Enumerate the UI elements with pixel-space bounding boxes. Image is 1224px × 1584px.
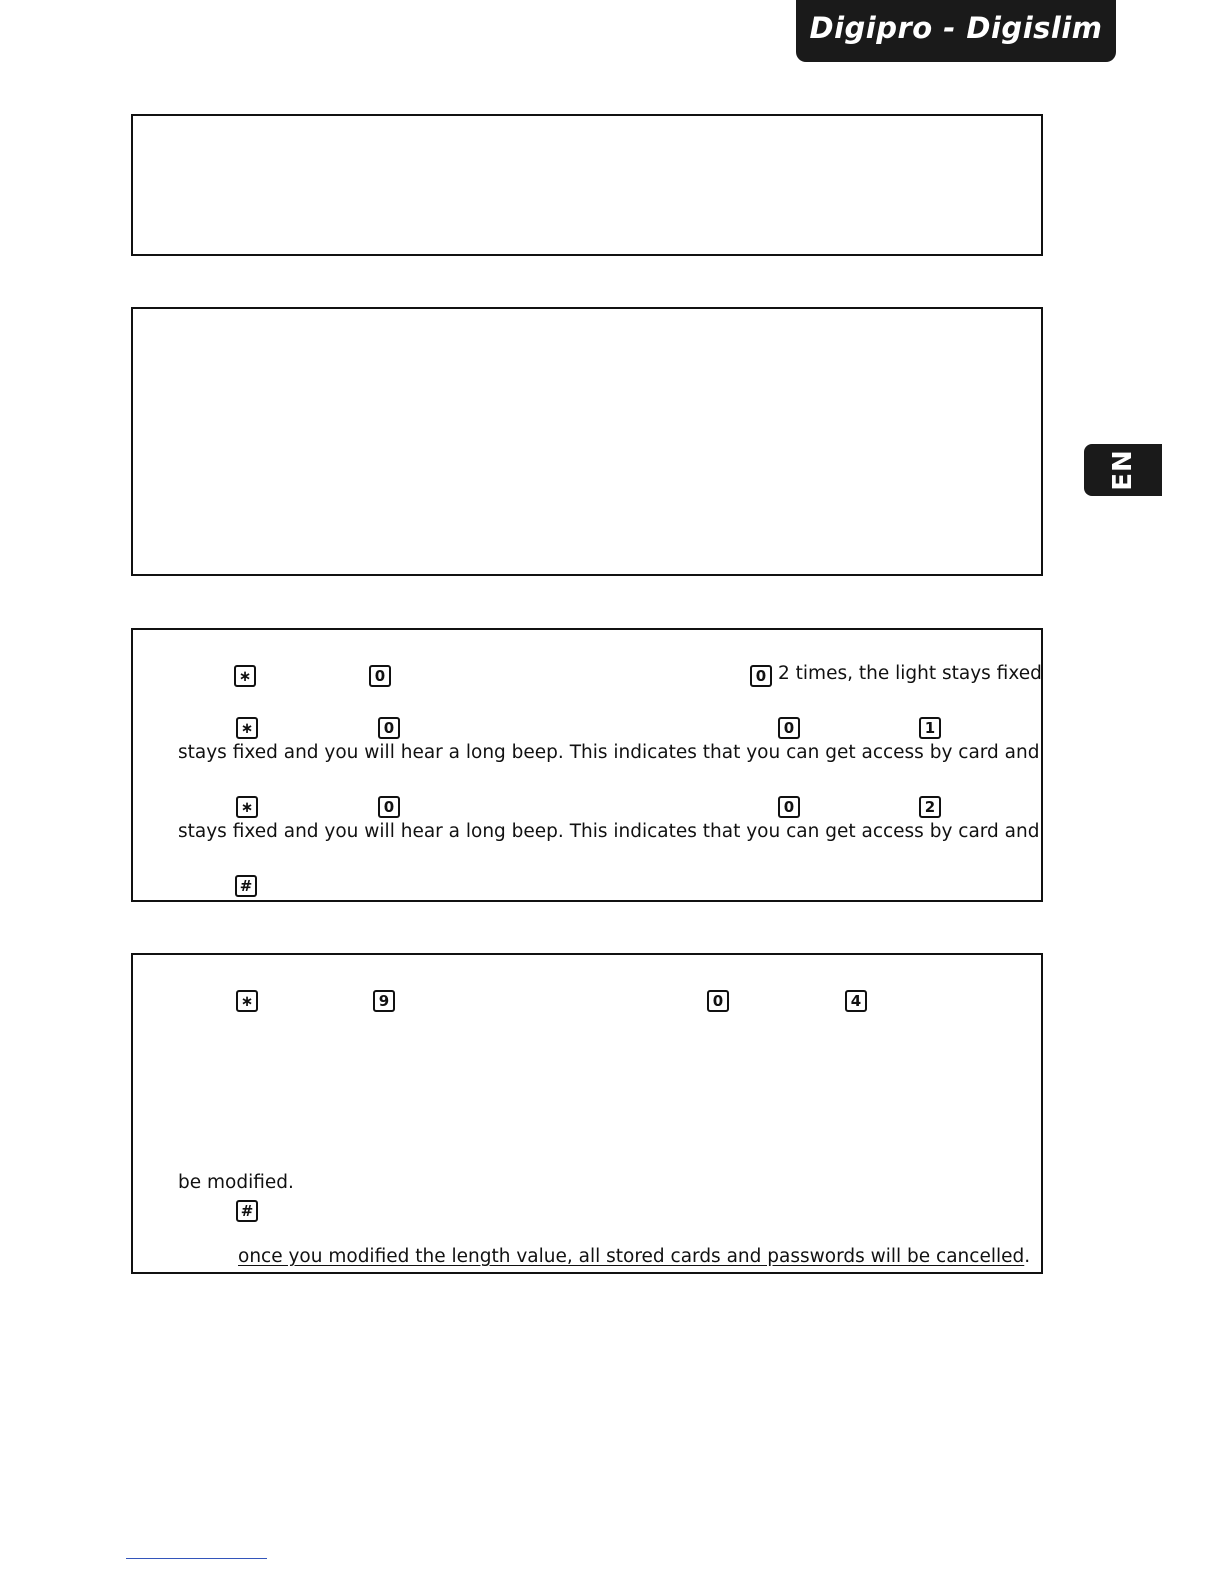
key-four: 4: [845, 990, 867, 1012]
row-text: 2 times, the light stays fixed: [778, 663, 1042, 684]
key-zero: 0: [378, 796, 400, 818]
warning-note: [238, 1246, 1030, 1268]
key-zero: 0: [707, 990, 729, 1012]
key-nine: 9: [373, 990, 395, 1012]
document-title: Digipro - Digislim: [809, 11, 1103, 45]
row-text: be modified.: [178, 1172, 294, 1193]
key-hash: #: [235, 875, 257, 897]
content-box-3: [131, 628, 1043, 902]
key-zero: 0: [378, 717, 400, 739]
key-star: ∗: [236, 990, 258, 1012]
content-box-1: [131, 114, 1043, 256]
key-star: ∗: [234, 665, 256, 687]
warning-note-end: .: [1024, 1246, 1031, 1267]
content-box-4: [131, 953, 1043, 1274]
key-two: 2: [919, 796, 941, 818]
row-text: stays fixed and you will hear a long beep. This indicates that you can get access by card and: [178, 821, 1040, 842]
key-zero: 0: [778, 796, 800, 818]
language-tab: [1084, 444, 1162, 496]
key-zero: 0: [369, 665, 391, 687]
key-star: ∗: [236, 717, 258, 739]
footer-rule: [126, 1558, 267, 1559]
warning-note-underlined: once you modified the length value, all stored cards and passwords will be cancelled: [238, 1246, 1025, 1267]
content-box-2: [131, 307, 1043, 576]
key-star: ∗: [236, 796, 258, 818]
key-one: 1: [919, 717, 941, 739]
header-tab: [796, 0, 1116, 62]
row-text: stays fixed and you will hear a long beep. This indicates that you can get access by card and: [178, 742, 1040, 763]
key-hash: #: [236, 1200, 258, 1222]
language-label: EN: [1108, 449, 1138, 491]
key-zero: 0: [750, 665, 772, 687]
key-zero: 0: [778, 717, 800, 739]
